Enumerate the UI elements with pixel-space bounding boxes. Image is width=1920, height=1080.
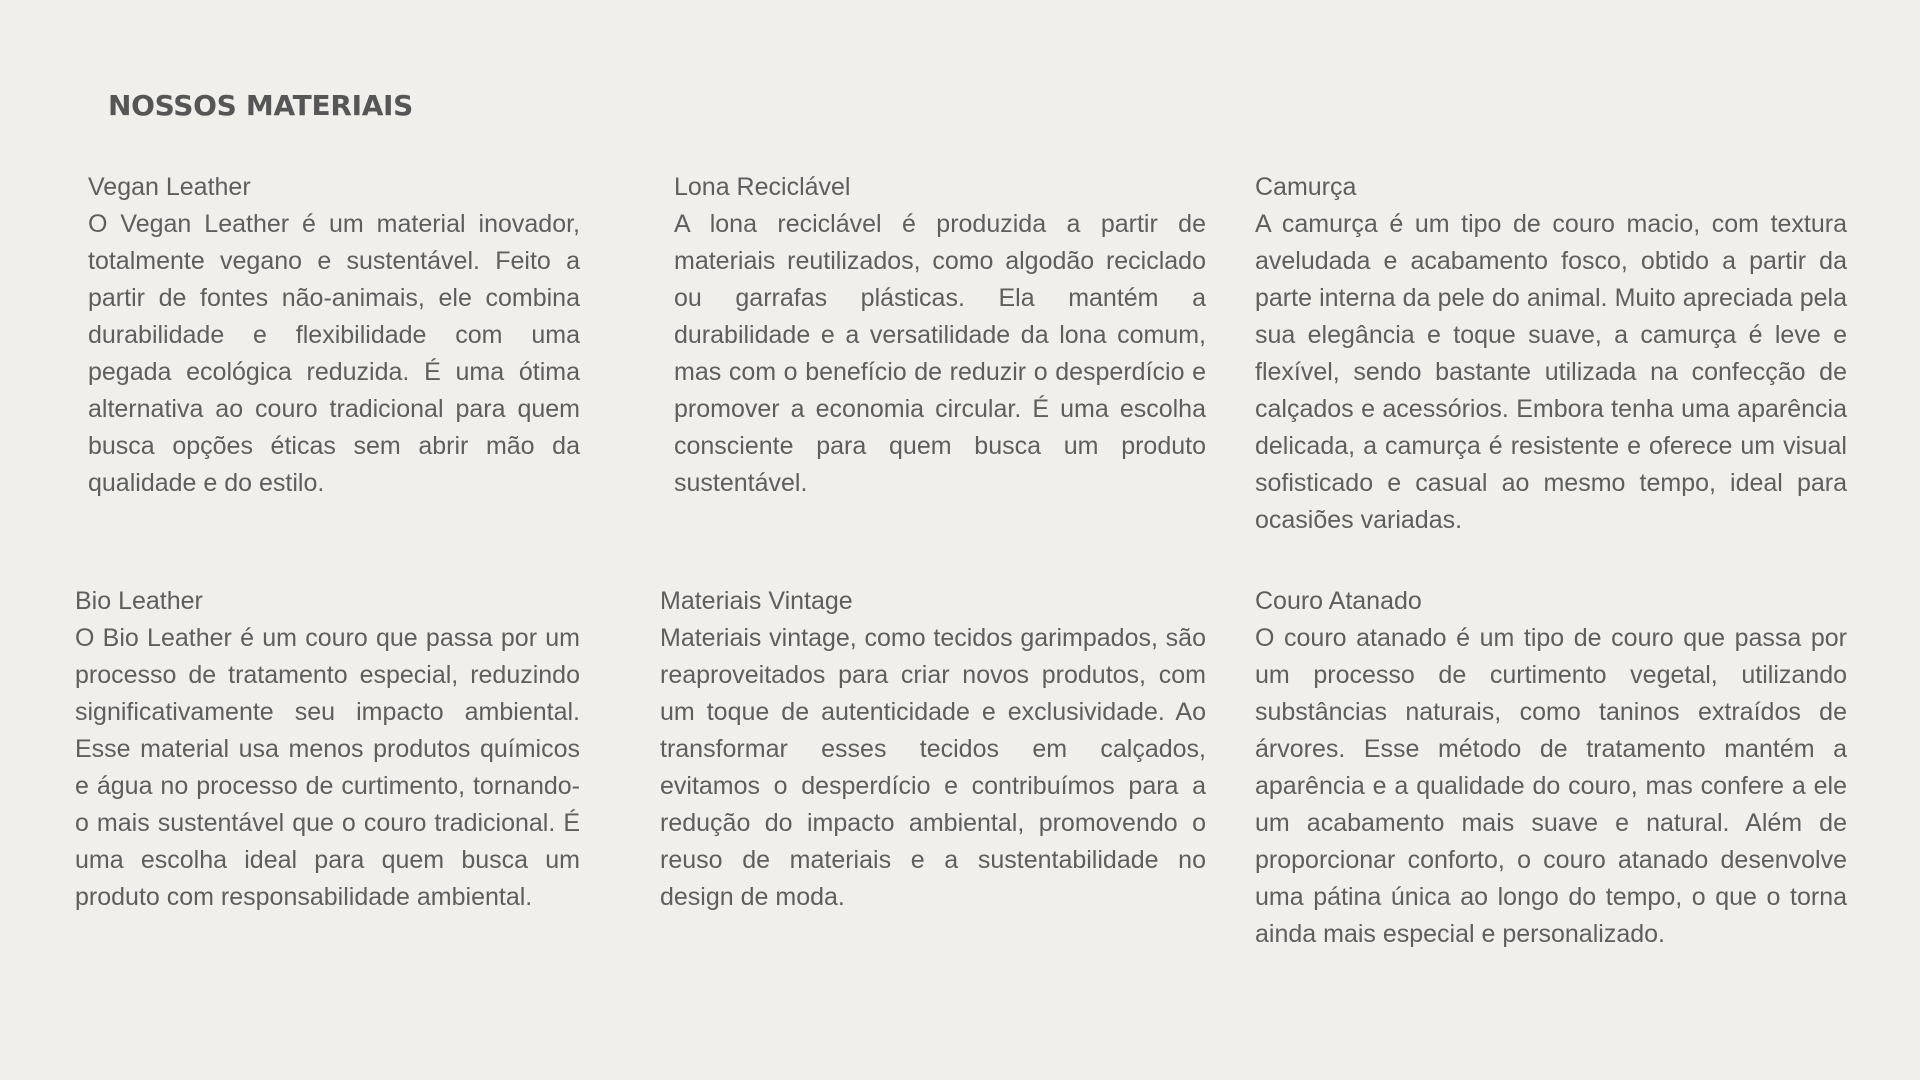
- material-camurca: [1255, 169, 1847, 539]
- material-description: O Vegan Leather é um material inovador, totalmente vegano e sustentável. Feito a partir de fontes não-animais, ele combina durabilidade e flexibilidade com uma pegada ecológica reduzida. É uma ótima alternativa ao couro tradicional para quem busca opções éticas sem abrir mão da qualidade e do estilo.: [88, 210, 580, 497]
- material-lona-reciclavel: [674, 169, 1206, 502]
- material-vegan-leather: [88, 169, 580, 502]
- material-materiais-vintage: [660, 583, 1206, 916]
- material-bio-leather: [75, 583, 580, 916]
- material-name: Camurça: [1255, 173, 1357, 201]
- material-name: Materiais Vintage: [660, 587, 853, 615]
- material-description: A lona reciclável é produzida a partir de materiais reutilizados, como algodão reciclado ou garrafas plásticas. Ela mantém a durabilidade e a versatilidade da lona comum, mas com o benefício de reduzir o desperdício e promover a economia circular. É uma escolha consciente para quem busca um produto sustentável.: [674, 210, 1206, 497]
- page-title: NOSSOS MATERIAIS: [108, 89, 414, 122]
- material-name: Lona Reciclável: [674, 173, 851, 201]
- material-description: Materiais vintage, como tecidos garimpados, são reaproveitados para criar novos produtos, com um toque de autenticidade e exclusividade. Ao transformar esses tecidos em calçados, evitamos o desperdício e contribuímos para a redução do impacto ambiental, promovendo o reuso de materiais e a sustentabilidade no design de moda.: [660, 624, 1206, 911]
- material-name: Couro Atanado: [1255, 587, 1422, 615]
- material-couro-atanado: [1255, 583, 1847, 953]
- material-description: O couro atanado é um tipo de couro que passa por um processo de curtimento vegetal, utilizando substâncias naturais, como taninos extraídos de árvores. Esse método de tratamento mantém a aparência e a qualidade do couro, mas confere a ele um acabamento mais suave e natural. Além de proporcionar conforto, o couro atanado desenvolve uma pátina única ao longo do tempo, o que o torna ainda mais especial e personalizado.: [1255, 624, 1847, 948]
- material-description: A camurça é um tipo de couro macio, com textura aveludada e acabamento fosco, obtido a partir da parte interna da pele do animal. Muito apreciada pela sua elegância e toque suave, a camurça é leve e flexível, sendo bastante utilizada na confecção de calçados e acessórios. Embora tenha uma aparência delicada, a camurça é resistente e oferece um visual sofisticado e casual ao mesmo tempo, ideal para ocasiões variadas.: [1255, 210, 1847, 534]
- material-description: O Bio Leather é um couro que passa por um processo de tratamento especial, reduzindo significativamente seu impacto ambiental. Esse material usa menos produtos químicos e água no processo de curtimento, tornando-o mais sustentável que o couro tradicional. É uma escolha ideal para quem busca um produto com responsabilidade ambiental.: [75, 624, 580, 911]
- material-name: Bio Leather: [75, 587, 203, 615]
- material-name: Vegan Leather: [88, 173, 251, 201]
